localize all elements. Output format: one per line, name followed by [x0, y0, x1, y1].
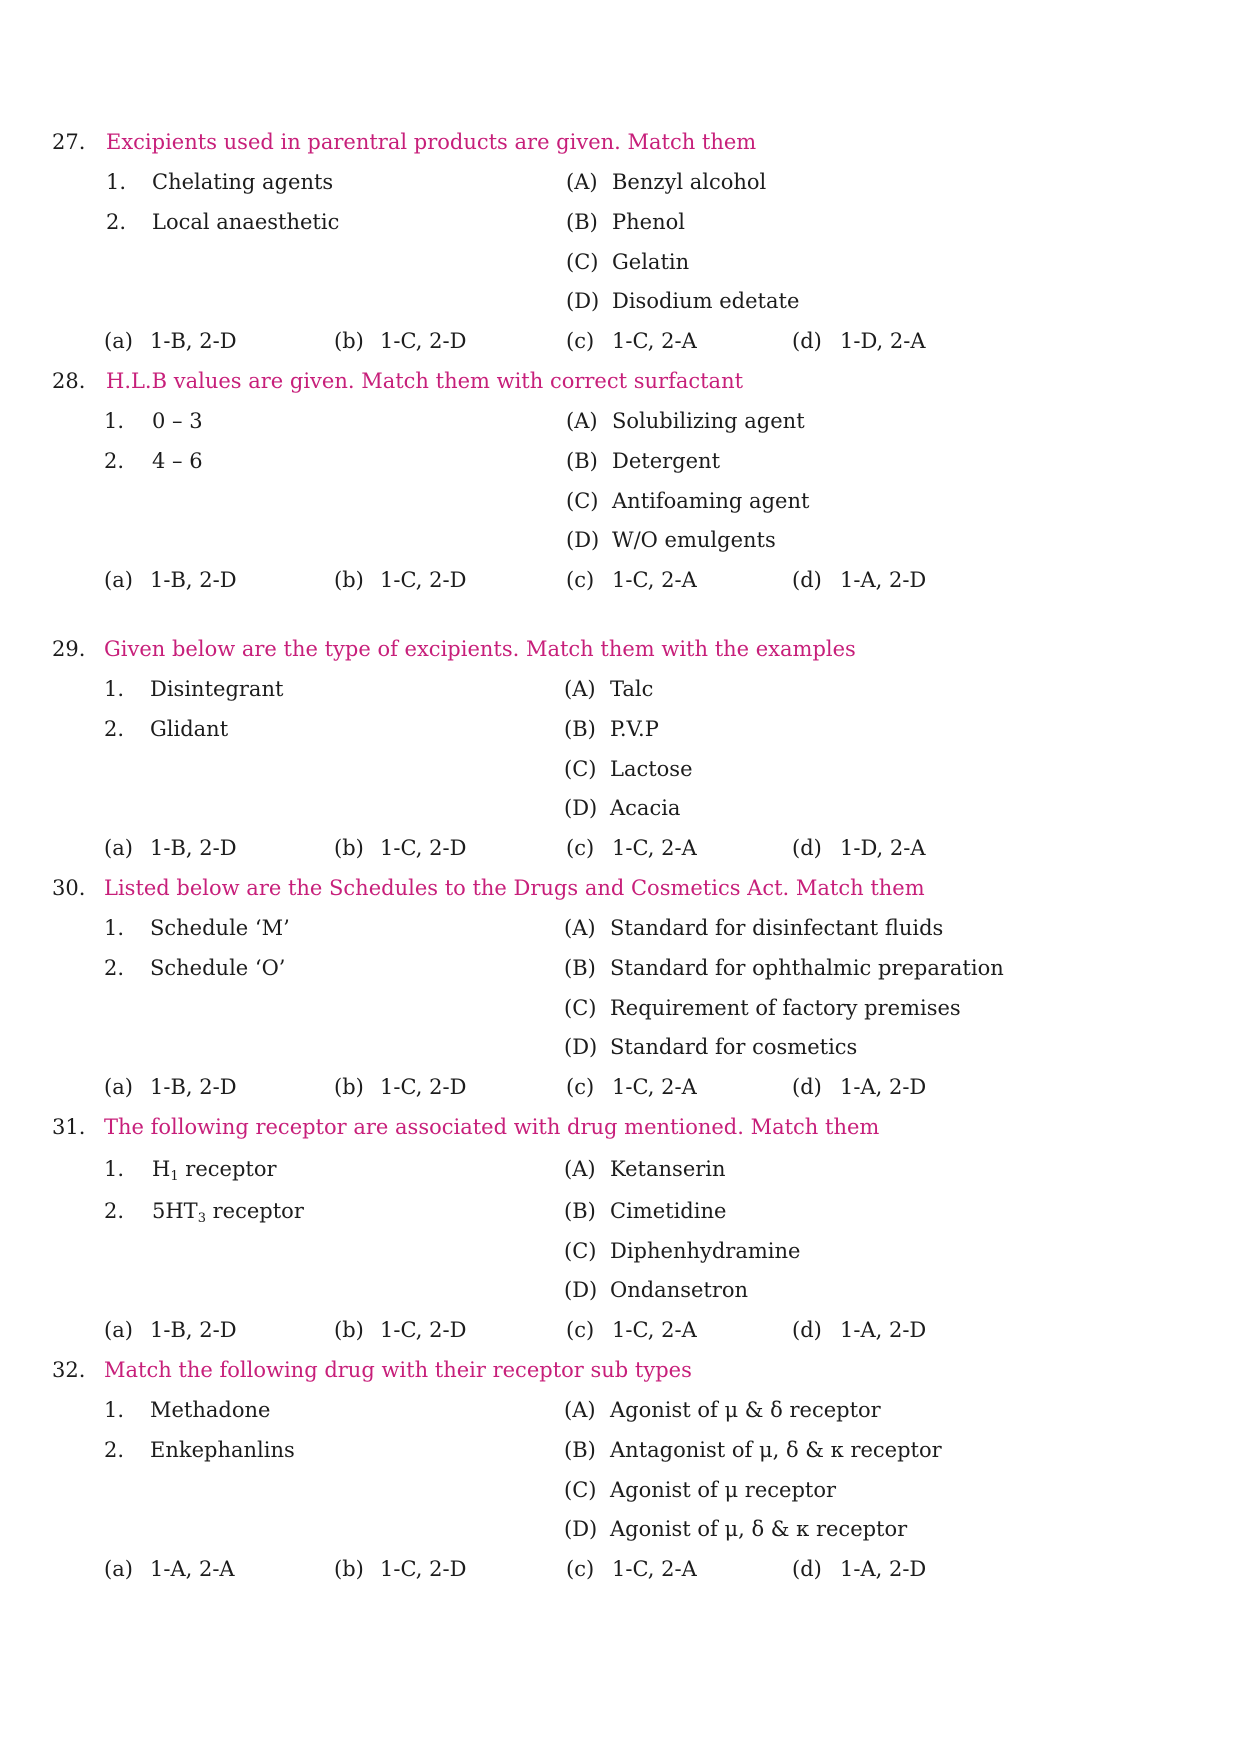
- question-stem: Excipients used in parentral products are given. Match them: [106, 130, 757, 154]
- left-item-number: 2.: [104, 956, 125, 980]
- right-item-text: Phenol: [612, 210, 685, 234]
- left-item-text: Glidant: [150, 717, 229, 741]
- answer-option-label[interactable]: (b): [334, 1318, 364, 1342]
- right-item-text: Ketanserin: [610, 1157, 726, 1181]
- answer-option-text[interactable]: 1-A, 2-D: [840, 1318, 927, 1342]
- question-number: 30.: [52, 876, 86, 900]
- left-item-number: 2.: [106, 210, 127, 234]
- right-item-label: (D): [564, 1035, 598, 1059]
- answer-option-label[interactable]: (b): [334, 1075, 364, 1099]
- answer-option-text[interactable]: 1-C, 2-A: [612, 568, 697, 592]
- right-item-text: Detergent: [612, 449, 721, 473]
- left-item-subscript: 3: [197, 1211, 206, 1226]
- left-item-number: 2.: [104, 449, 125, 473]
- left-item-main: 5HT: [152, 1199, 198, 1223]
- answer-option-text[interactable]: 1-C, 2-D: [380, 1557, 467, 1581]
- right-item-text: Cimetidine: [610, 1199, 727, 1223]
- answer-option-text[interactable]: 1-C, 2-D: [380, 1318, 467, 1342]
- answer-option-label[interactable]: (d): [792, 1318, 822, 1342]
- right-item-label: (B): [564, 1199, 596, 1223]
- answer-option-label[interactable]: (c): [566, 1318, 595, 1342]
- left-item-text: Chelating agents: [152, 170, 334, 194]
- right-item-label: (D): [564, 1278, 598, 1302]
- answer-option-label[interactable]: (d): [792, 1557, 822, 1581]
- answer-option-text[interactable]: 1-B, 2-D: [150, 836, 237, 860]
- question-number: 28.: [52, 369, 86, 393]
- answer-option-text[interactable]: 1-D, 2-A: [840, 329, 926, 353]
- right-item-label: (C): [566, 489, 599, 513]
- question-stem: Match the following drug with their receptor sub types: [104, 1358, 692, 1382]
- left-item-number: 1.: [104, 677, 125, 701]
- right-item-label: (D): [566, 528, 600, 552]
- left-item-text: Local anaesthetic: [152, 210, 340, 234]
- right-item-text: Talc: [610, 677, 654, 701]
- right-item-text: Benzyl alcohol: [612, 170, 767, 194]
- right-item-label: (A): [564, 1398, 596, 1422]
- answer-option-label[interactable]: (d): [792, 568, 822, 592]
- left-item-text: Schedule ‘M’: [150, 916, 290, 940]
- answer-option-text[interactable]: 1-B, 2-D: [150, 329, 237, 353]
- right-item-label: (B): [564, 1438, 596, 1462]
- right-item-text: Standard for ophthalmic preparation: [610, 956, 1004, 980]
- left-item-number: 2.: [104, 717, 125, 741]
- answer-option-label[interactable]: (c): [566, 836, 595, 860]
- left-item-text: Enkephanlins: [150, 1438, 295, 1462]
- right-item-label: (A): [566, 170, 598, 194]
- answer-option-text[interactable]: 1-C, 2-A: [612, 836, 697, 860]
- answer-option-label[interactable]: (d): [792, 329, 822, 353]
- right-item-text: Antifoaming agent: [612, 489, 810, 513]
- left-item-number: 1.: [104, 1398, 125, 1422]
- right-item-text: Solubilizing agent: [612, 409, 805, 433]
- answer-option-text[interactable]: 1-C, 2-D: [380, 836, 467, 860]
- answer-option-label[interactable]: (b): [334, 836, 364, 860]
- right-item-text: Antagonist of μ, δ & κ receptor: [610, 1438, 942, 1462]
- answer-option-label[interactable]: (a): [104, 1075, 133, 1099]
- right-item-text: W/O emulgents: [612, 528, 776, 552]
- left-item-rest: receptor: [178, 1157, 277, 1181]
- right-item-text: Acacia: [610, 796, 681, 820]
- right-item-text: Ondansetron: [610, 1278, 749, 1302]
- left-item-text: Schedule ‘O’: [150, 956, 286, 980]
- right-item-text: Agonist of μ & δ receptor: [610, 1398, 881, 1422]
- right-item-text: P.V.P: [610, 717, 659, 741]
- answer-option-text[interactable]: 1-C, 2-A: [612, 1557, 697, 1581]
- left-item-number: 1.: [104, 916, 125, 940]
- left-item-number: 2.: [104, 1199, 125, 1223]
- right-item-label: (D): [564, 796, 598, 820]
- right-item-label: (C): [564, 996, 597, 1020]
- right-item-label: (D): [566, 289, 600, 313]
- answer-option-text[interactable]: 1-A, 2-D: [840, 1075, 927, 1099]
- right-item-text: Diphenhydramine: [610, 1239, 801, 1263]
- left-item-number: 1.: [104, 1157, 125, 1181]
- right-item-label: (C): [564, 757, 597, 781]
- right-item-label: (B): [566, 449, 598, 473]
- answer-option-text[interactable]: 1-C, 2-A: [612, 329, 697, 353]
- answer-option-label[interactable]: (d): [792, 836, 822, 860]
- left-item-text: Disintegrant: [150, 677, 284, 701]
- right-item-label: (C): [564, 1239, 597, 1263]
- right-item-text: Gelatin: [612, 250, 690, 274]
- question-number: 29.: [52, 637, 86, 661]
- answer-option-text[interactable]: 1-B, 2-D: [150, 1075, 237, 1099]
- answer-option-text[interactable]: 1-B, 2-D: [150, 568, 237, 592]
- right-item-text: Standard for disinfectant fluids: [610, 916, 944, 940]
- question-stem: H.L.B values are given. Match them with correct surfactant: [106, 369, 744, 393]
- answer-option-label[interactable]: (a): [104, 1557, 133, 1581]
- left-item-number: 2.: [104, 1438, 125, 1462]
- question-number: 27.: [52, 130, 86, 154]
- right-item-label: (D): [564, 1517, 598, 1541]
- right-item-text: Disodium edetate: [612, 289, 800, 313]
- answer-option-label[interactable]: (a): [104, 1318, 133, 1342]
- left-item-number: 1.: [104, 409, 125, 433]
- answer-option-text[interactable]: 1-D, 2-A: [840, 836, 926, 860]
- answer-option-label[interactable]: (b): [334, 568, 364, 592]
- right-item-label: (B): [564, 717, 596, 741]
- answer-option-label[interactable]: (a): [104, 836, 133, 860]
- question-stem: The following receptor are associated with drug mentioned. Match them: [104, 1115, 880, 1139]
- left-item-rest: receptor: [205, 1199, 304, 1223]
- answer-option-text[interactable]: 1-C, 2-D: [380, 568, 467, 592]
- right-item-label: (A): [564, 1157, 596, 1181]
- answer-option-label[interactable]: (c): [566, 1557, 595, 1581]
- answer-option-text[interactable]: 1-C, 2-A: [612, 1318, 697, 1342]
- left-item-text: Methadone: [150, 1398, 271, 1422]
- answer-option-text[interactable]: 1-C, 2-D: [380, 1075, 467, 1099]
- left-item-text: [152, 1199, 304, 1226]
- right-item-label: (B): [564, 956, 596, 980]
- answer-option-text[interactable]: 1-B, 2-D: [150, 1318, 237, 1342]
- answer-option-label[interactable]: (b): [334, 329, 364, 353]
- question-number: 32.: [52, 1358, 86, 1382]
- answer-option-text[interactable]: 1-C, 2-D: [380, 329, 467, 353]
- answer-option-text[interactable]: 1-A, 2-A: [150, 1557, 235, 1581]
- left-item-text: [152, 1157, 277, 1184]
- right-item-label: (A): [566, 409, 598, 433]
- right-item-text: Requirement of factory premises: [610, 996, 961, 1020]
- answer-option-label[interactable]: (c): [566, 1075, 595, 1099]
- right-item-label: (C): [566, 250, 599, 274]
- right-item-label: (A): [564, 677, 596, 701]
- answer-option-text[interactable]: 1-C, 2-A: [612, 1075, 697, 1099]
- question-stem: Listed below are the Schedules to the Drugs and Cosmetics Act. Match them: [104, 876, 925, 900]
- right-item-text: Agonist of μ receptor: [610, 1478, 837, 1502]
- answer-option-label[interactable]: (c): [566, 329, 595, 353]
- left-item-text: 4 – 6: [152, 449, 203, 473]
- answer-option-text[interactable]: 1-A, 2-D: [840, 568, 927, 592]
- question-stem: Given below are the type of excipients. Match them with the examples: [104, 637, 856, 661]
- answer-option-label[interactable]: (c): [566, 568, 595, 592]
- right-item-label: (A): [564, 916, 596, 940]
- left-item-number: 1.: [106, 170, 127, 194]
- answer-option-label[interactable]: (a): [104, 329, 133, 353]
- answer-option-text[interactable]: 1-A, 2-D: [840, 1557, 927, 1581]
- question-number: 31.: [52, 1115, 86, 1139]
- answer-option-label[interactable]: (a): [104, 568, 133, 592]
- right-item-text: Agonist of μ, δ & κ receptor: [610, 1517, 908, 1541]
- right-item-text: Lactose: [610, 757, 693, 781]
- right-item-label: (C): [564, 1478, 597, 1502]
- left-item-main: H: [152, 1157, 171, 1181]
- answer-option-label[interactable]: (b): [334, 1557, 364, 1581]
- left-item-subscript: 1: [170, 1169, 179, 1184]
- right-item-text: Standard for cosmetics: [610, 1035, 858, 1059]
- right-item-label: (B): [566, 210, 598, 234]
- left-item-text: 0 – 3: [152, 409, 203, 433]
- answer-option-label[interactable]: (d): [792, 1075, 822, 1099]
